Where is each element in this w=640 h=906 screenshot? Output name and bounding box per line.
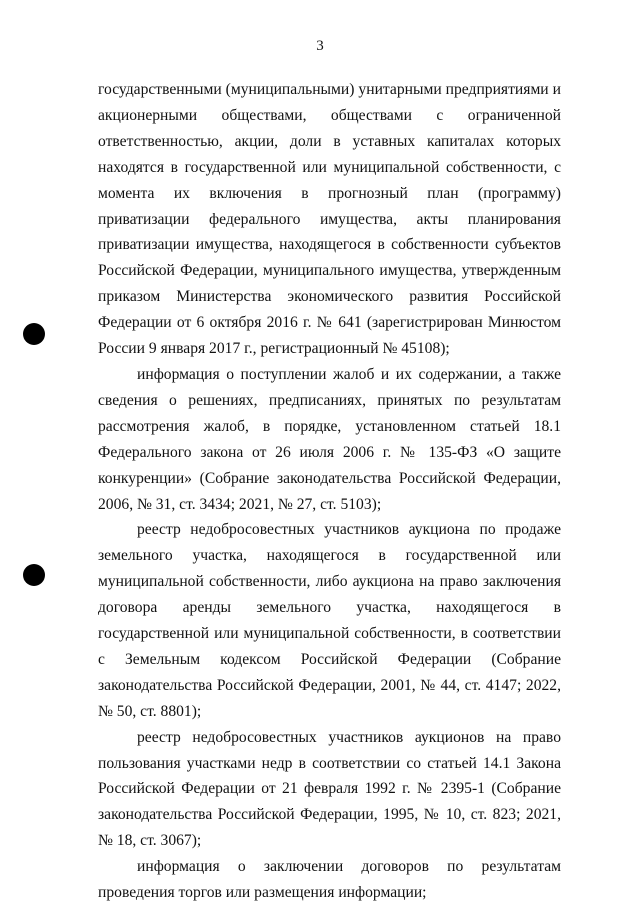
paragraph-subsoil-auction-registry: реестр недобросовестных участников аукционов на право пользования участками недр в соответствии со статьей 14.1 Закона Российской Федерации от 21 февраля 1992 г. № 2395-1 (Собрание законодательства Российской Федерации, 1995, № 10, ст. 823; 2021, № 18, ст. 3067); [98, 728, 561, 850]
document-body [98, 77, 561, 906]
punch-hole-mark [23, 323, 45, 345]
page-number: 3 [316, 38, 324, 54]
paragraph-complaints-info: информация о поступлении жалоб и их содержании, а также сведения о решениях, предписаниях, принятых по результатам рассмотрения жалоб, в порядке, установленном статьей 18.1 Федерального закона от 26 июля 2006 г. № 135-ФЗ «О защите конкуренции» (Собрание законодательства Российской Федерации, 2006, № 31, ст. 3434; 2021, № 27, ст. 5103); [98, 365, 561, 513]
paragraph-contracts-info: информация о заключении договоров по результатам проведения торгов или размещения информации; [98, 858, 561, 902]
punch-hole-mark [23, 564, 45, 586]
paragraph-continuation: государственными (муниципальными) унитарными предприятиями и акционерными обществами, обществами с ограниченной ответственностью, акции, доли в уставных капиталах которых находятся в государственной или муниципальной собственности, с момента их включения в прогнозный план (программу) приватизации федерального имущества, акты планирования приватизации имущества, находящегося в собственности субъектов Российской Федерации, муниципального имущества, утвержденным приказом Министерства экономического развития Российской Федерации от 6 октября 2016 г. № 641 (зарегистрирован Минюстом России 9 января 2017 г., регистрационный № 45108); [98, 81, 561, 358]
paragraph-land-auction-registry: реестр недобросовестных участников аукциона по продаже земельного участка, находящегося в государственной или муниципальной собственности, либо аукциона на право заключения договора аренды земельного участка, находящегося в государственной или муниципальной собственности, в соответствии с Земельным кодексом Российской Федерации (Собрание законодательства Российской Федерации, 2001, № 44, ст. 4147; 2022, № 50, ст. 8801); [98, 521, 561, 720]
